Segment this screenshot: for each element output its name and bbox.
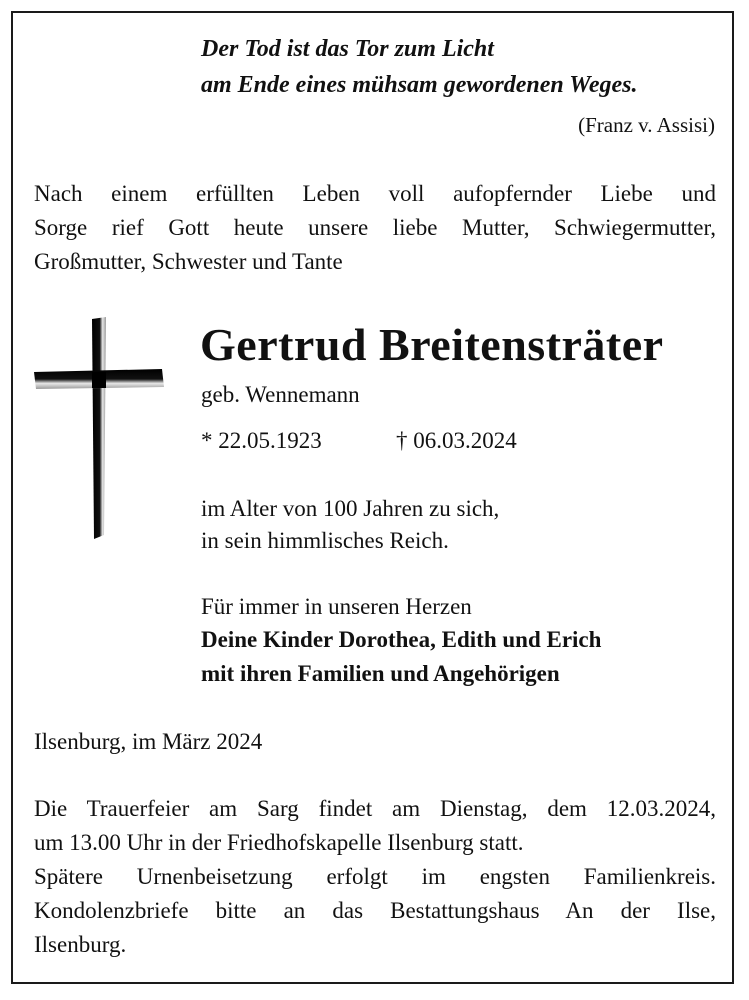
funeral-line-4: Kondolenzbriefe bitte an das Bestattungshaus An der Ilse, xyxy=(34,898,716,923)
funeral-line-5: Ilsenburg. xyxy=(34,932,127,957)
intro-line-3: Großmutter, Schwester und Tante xyxy=(34,249,343,274)
mourners-line-2: Deine Kinder Dorothea, Edith und Erich xyxy=(201,627,602,652)
birth-date: * 22.05.1923 xyxy=(201,428,322,453)
intro-line-2: Sorge rief Gott heute unsere liebe Mutter, Schwiegermutter, xyxy=(34,215,716,240)
motto-source: (Franz v. Assisi) xyxy=(578,113,715,137)
deceased-name: Gertrud Breitensträter xyxy=(200,319,664,370)
age-line-1: im Alter von 100 Jahren zu sich, xyxy=(201,496,500,521)
funeral-line-3: Spätere Urnenbeisetzung erfolgt im engsten Familienkreis. xyxy=(34,864,716,889)
motto-line-2: am Ende eines mühsam gewordenen Weges. xyxy=(201,72,638,98)
death-date: † 06.03.2024 xyxy=(396,428,517,453)
funeral-line-1: Die Trauerfeier am Sarg findet am Dienstag, dem 12.03.2024, xyxy=(34,796,716,821)
mourners-line-1: Für immer in unseren Herzen xyxy=(201,594,472,619)
age-line-2: in sein himmlisches Reich. xyxy=(201,528,449,553)
maiden-name: geb. Wennemann xyxy=(201,382,360,407)
funeral-line-2: um 13.00 Uhr in der Friedhofskapelle Ilsenburg statt. xyxy=(34,830,524,855)
mourners-line-3: mit ihren Familien und Angehörigen xyxy=(201,661,560,686)
cross-icon xyxy=(34,317,164,539)
place-date: Ilsenburg, im März 2024 xyxy=(34,729,263,754)
motto-line-1: Der Tod ist das Tor zum Licht xyxy=(201,36,494,62)
intro-line-1: Nach einem erfüllten Leben voll aufopfernder Liebe und xyxy=(34,181,716,206)
